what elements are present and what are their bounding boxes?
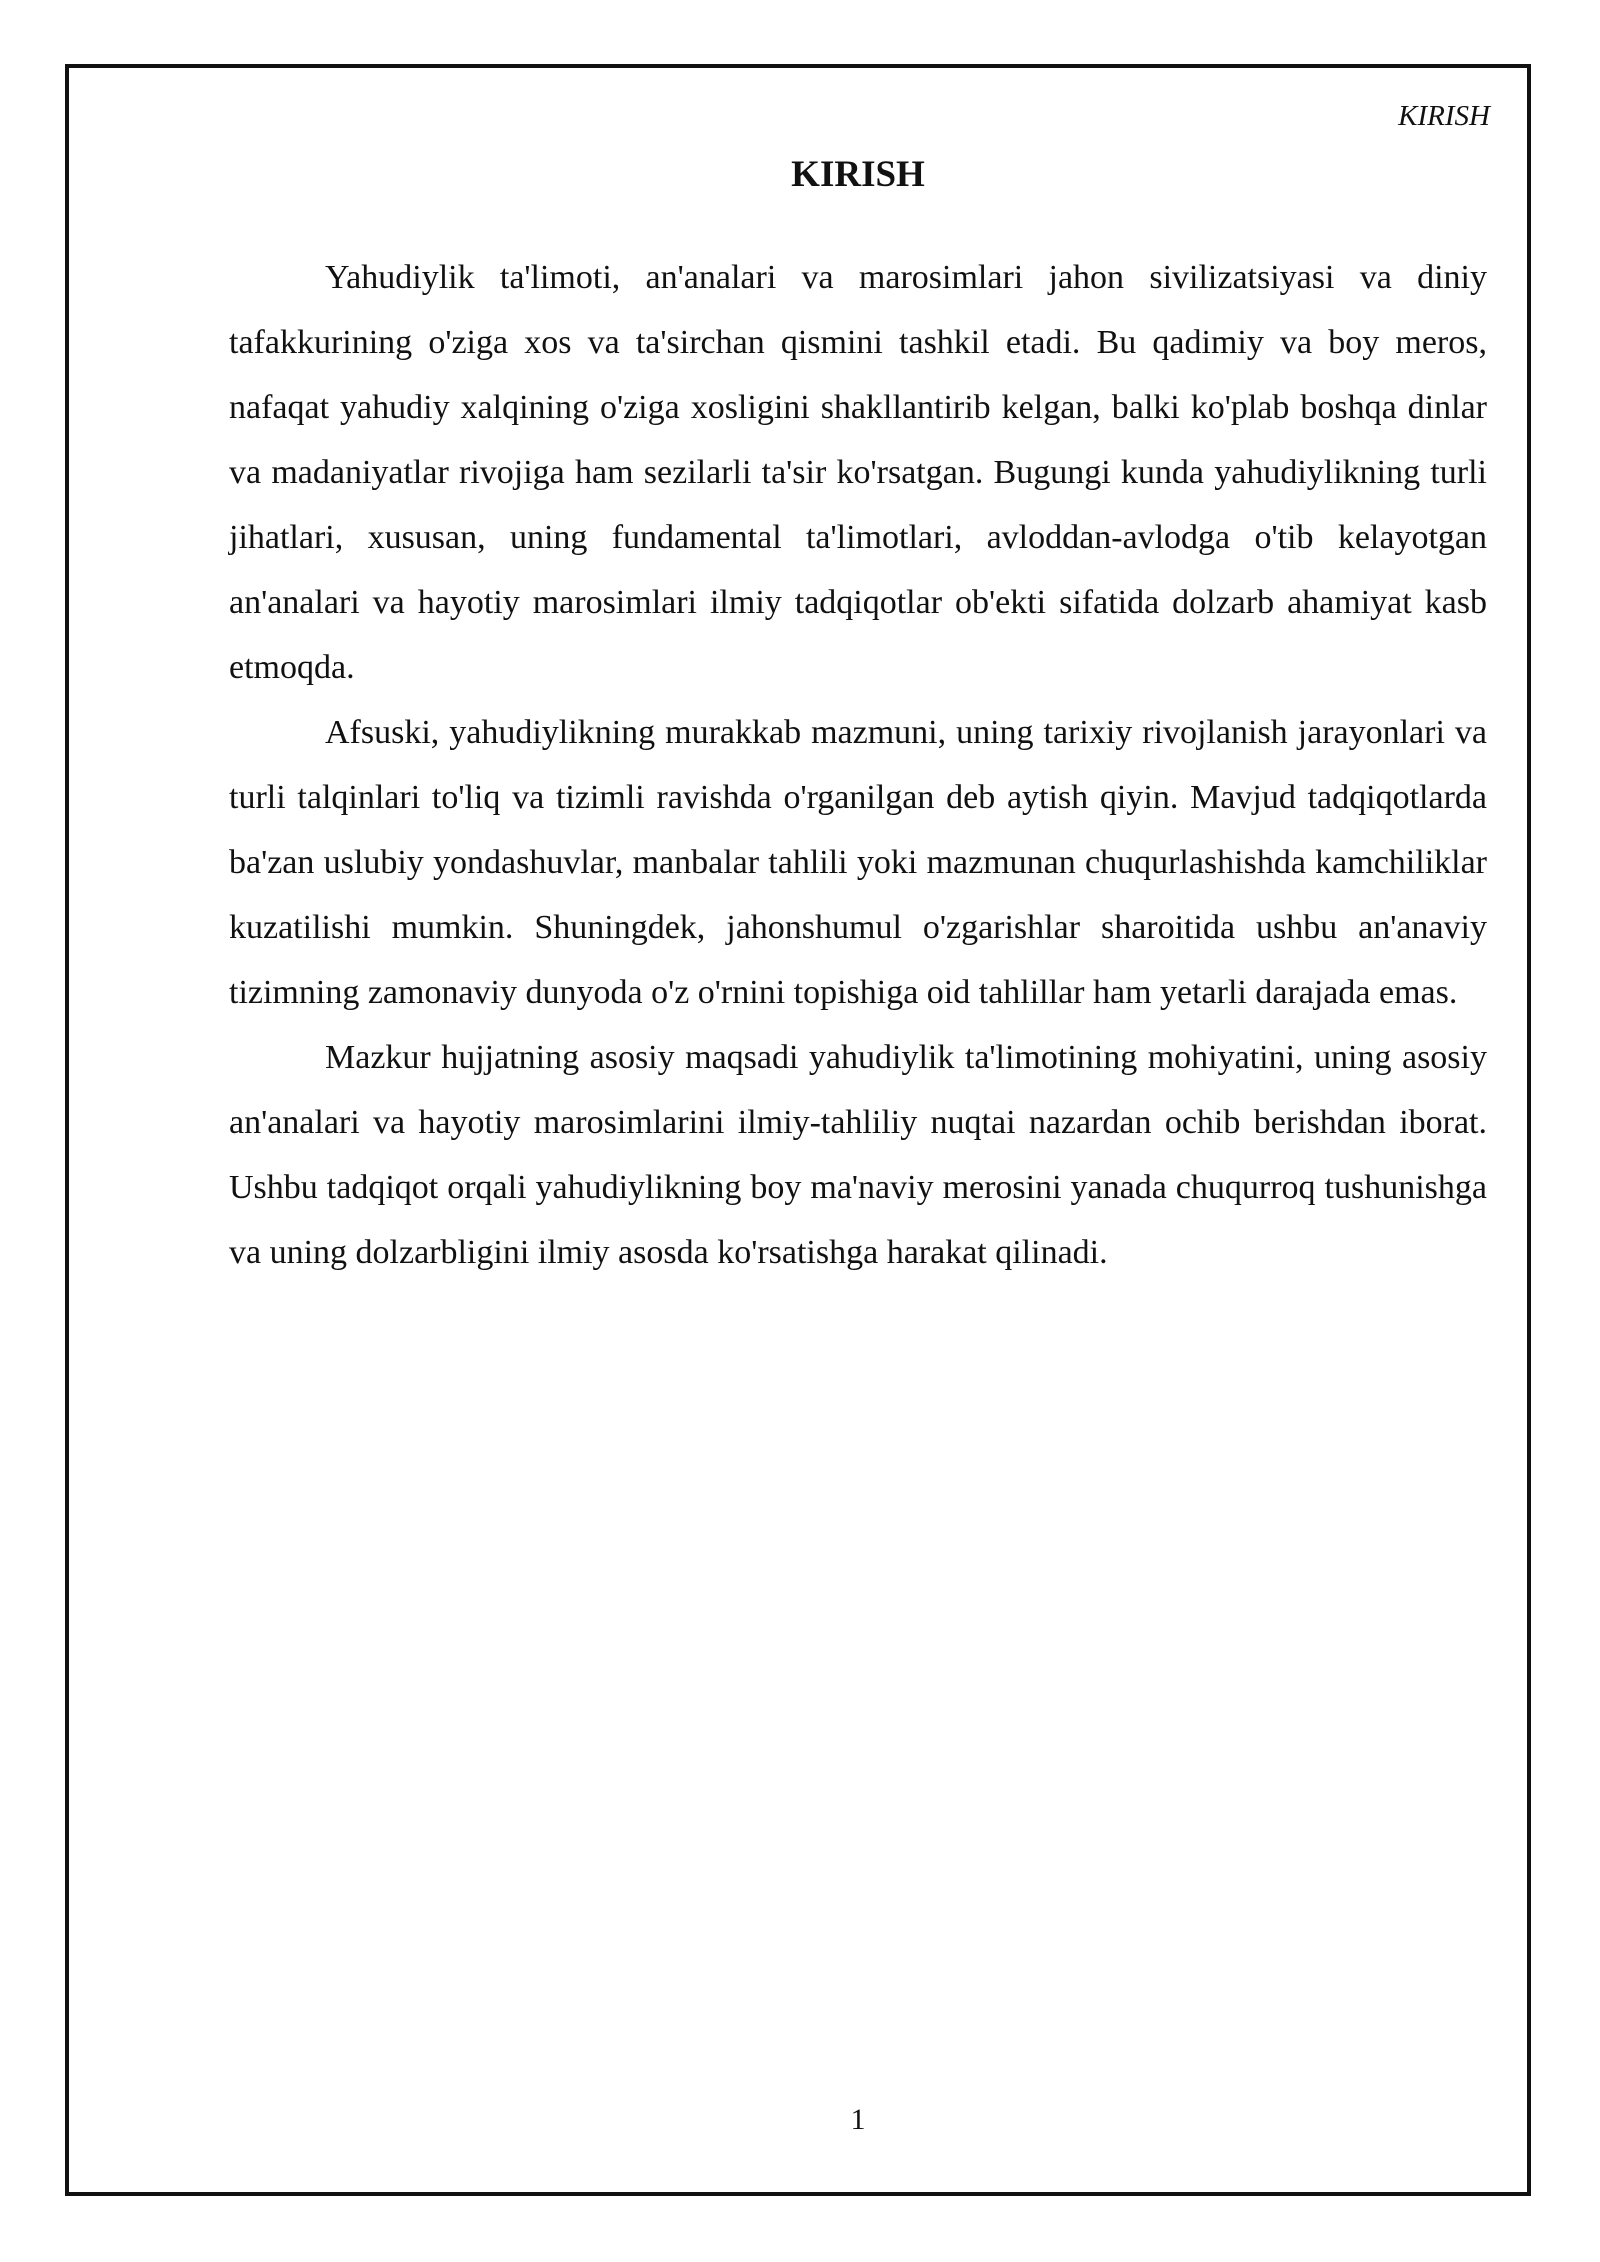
body-text [229,245,1487,1285]
running-header: KIRISH [1398,100,1490,132]
page-title: KIRISH [791,154,925,195]
paragraph: Afsuski, yahudiylikning murakkab mazmuni, uning tarixiy rivojlanish jarayonlari va turli talqinlari to'liq va tizimli ravishda o'rganilgan deb aytish qiyin. Mavjud tadqiqotlarda ba'zan uslubiy yondashuvlar, manbalar tahlili yoki mazmunan chuqurlashishda kamchiliklar kuzatilishi mumkin. Shuningdek, jahonshumul o'zgarishlar sharoitida ushbu an'anaviy tizimning zamonaviy dunyoda o'z o'rnini topishiga oid tahlillar ham yetarli darajada emas. [229,714,1487,1011]
paragraph: Mazkur hujjatning asosiy maqsadi yahudiylik ta'limotining mohiyatini, uning asosiy an'analari va hayotiy marosimlarini ilmiy-tahliliy nuqtai nazardan ochib berishdan iborat. Ushbu tadqiqot orqali yahudiylikning boy ma'naviy merosini yanada chuqurroq tushunishga va uning dolzarbligini ilmiy asosda ko'rsatishga harakat qilinadi. [229,1039,1487,1271]
page-number: 1 [850,2103,866,2136]
paragraph: Yahudiylik ta'limoti, an'analari va marosimlari jahon sivilizatsiyasi va diniy tafakkurining o'ziga xos va ta'sirchan qismini tashkil etadi. Bu qadimiy va boy meros, nafaqat yahudiy xalqining o'ziga xosligini shakllantirib kelgan, balki ko'plab boshqa dinlar va madaniyatlar rivojiga ham sezilarli ta'sir ko'rsatgan. Bugungi kunda yahudiylikning turli jihatlari, xususan, uning fundamental ta'limotlari, avloddan-avlodga o'tib kelayotgan an'analari va hayotiy marosimlari ilmiy tadqiqotlar ob'ekti sifatida dolzarb ahamiyat kasb etmoqda. [229,259,1487,686]
